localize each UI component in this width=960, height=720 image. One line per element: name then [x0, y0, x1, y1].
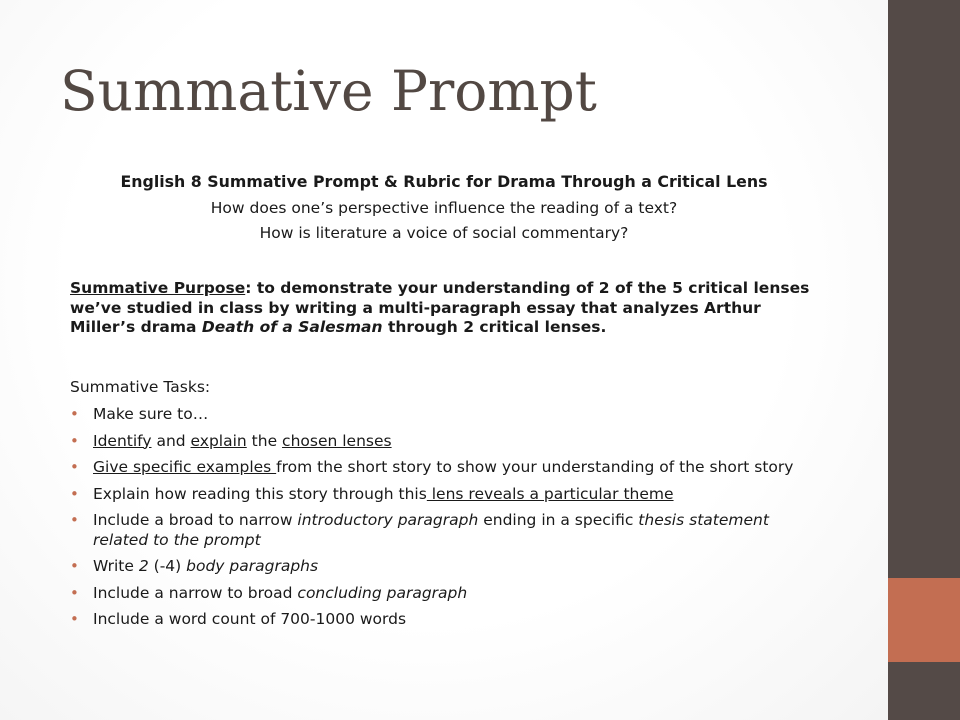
- task-text: from the short story to show your understanding of the short story: [276, 458, 794, 476]
- task-text: lens reveals a particular theme: [426, 484, 674, 503]
- task-text: Include a narrow to broad: [93, 583, 298, 602]
- task-item: [70, 511, 820, 550]
- task-item: [70, 485, 820, 505]
- task-text: Make sure to…: [93, 405, 209, 423]
- task-text: introductory paragraph: [297, 511, 479, 529]
- task-item: [70, 584, 820, 604]
- task-item: [70, 405, 820, 425]
- task-text: chosen lenses: [282, 431, 392, 450]
- task-text: Write: [93, 557, 139, 575]
- essential-question-2: How is literature a voice of social commentary?: [259, 224, 629, 242]
- slide-title: Summative Prompt: [60, 59, 597, 123]
- prompt-subtitle: English 8 Summative Prompt & Rubric for Drama Through a Critical Lens: [120, 172, 768, 191]
- task-text: ending in a specific: [478, 511, 639, 529]
- task-text: Give specific examples: [93, 458, 277, 476]
- essential-question-1: How does one’s perspective influence the reading of a text?: [210, 199, 678, 217]
- purpose-text-b: through 2 critical lenses.: [382, 318, 607, 336]
- task-text: Identify: [93, 431, 152, 450]
- purpose-label: Summative Purpose: [70, 279, 246, 297]
- task-text: 2: [138, 557, 149, 575]
- task-text: (-4): [148, 557, 187, 575]
- tasks-heading: Summative Tasks:: [70, 378, 211, 396]
- purpose-title-ref: Death of a Salesman: [201, 318, 383, 336]
- summative-purpose: [70, 279, 830, 338]
- task-text: thesis statement related to the prompt: [93, 511, 769, 549]
- task-text: Include a broad to narrow: [93, 511, 298, 529]
- task-text: body paragraphs: [186, 557, 319, 575]
- task-item: [70, 458, 820, 478]
- prompt-header: [0, 169, 888, 246]
- task-text: and: [151, 431, 191, 450]
- task-text: explain: [190, 431, 247, 450]
- task-text: Explain how reading this story through this: [93, 484, 427, 503]
- sidebar-accent-block: [888, 578, 960, 662]
- task-list: [70, 405, 820, 637]
- task-text: concluding paragraph: [297, 583, 468, 602]
- purpose-text-a: : to demonstrate your understanding of 2 of the 5 critical lenses we’ve studied in class by writing a multi-paragraph essay that analyzes Arthur Miller’s drama: [70, 279, 810, 336]
- task-text: Include a word count of 700-1000 words: [93, 610, 407, 628]
- task-item: [70, 557, 820, 577]
- task-text: the: [246, 431, 283, 450]
- task-item: [70, 432, 820, 452]
- task-item: [70, 610, 820, 630]
